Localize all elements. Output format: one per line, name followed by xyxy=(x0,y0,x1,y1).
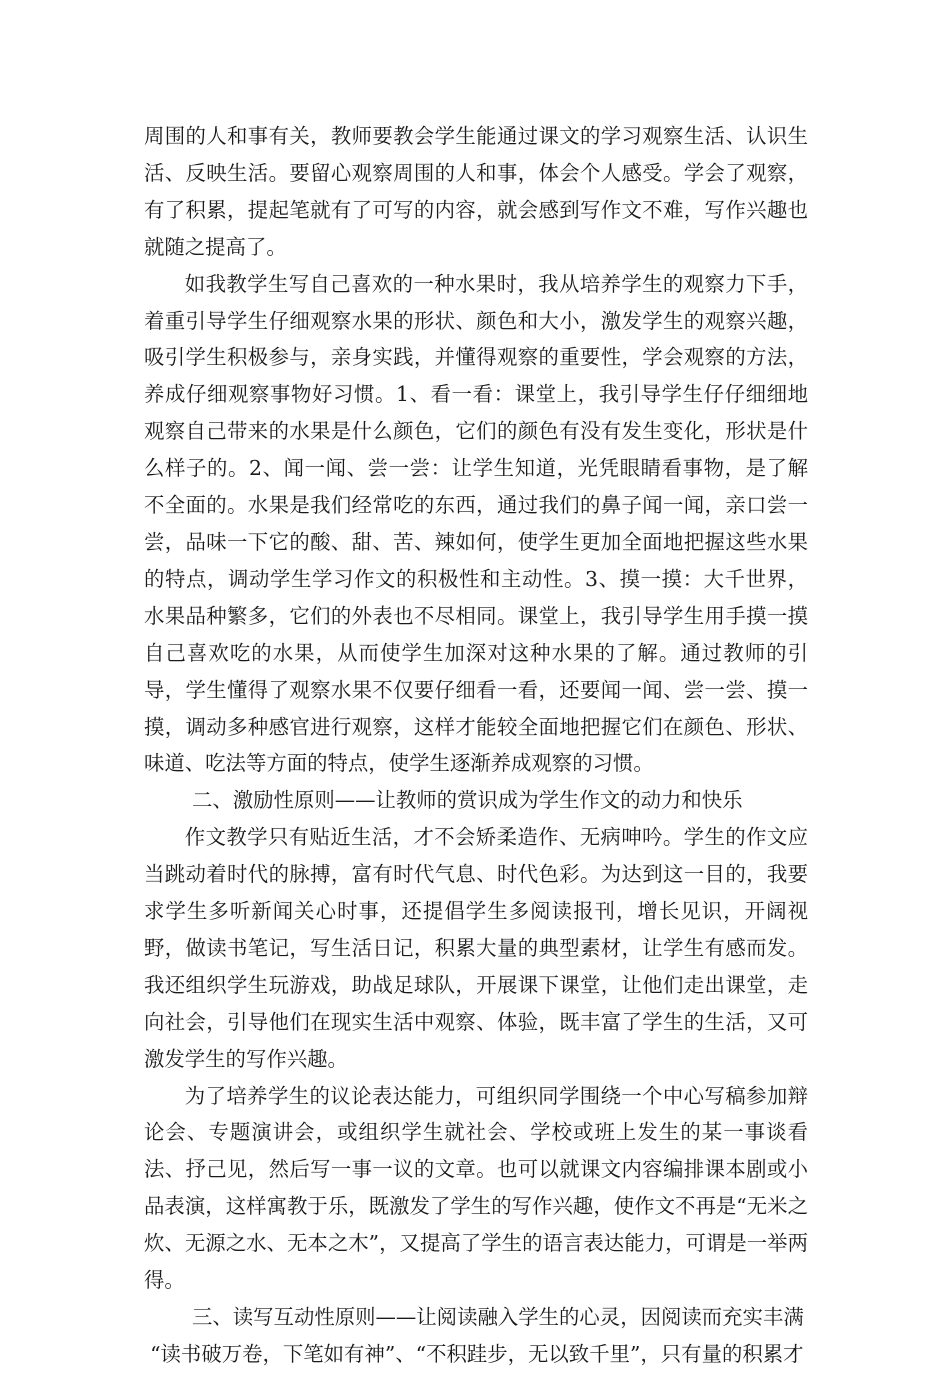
section-heading-reading-writing: 三、读写互动性原则——让阅读融入学生的心灵，因阅读而充实丰满 xyxy=(192,1305,804,1329)
paragraph-fruit-observation: 如我教学生写自己喜欢的一种水果时，我从培养学生的观察力下手，着重引导学生仔细观察水果的形状、颜色和大小，激发学生的观察兴趣，吸引学生积极参与，亲身实践，并懂得观察的重要性，学会观察的方法，养成仔细观察事物好习惯。1、看一看：课堂上，我引导学生仔仔细细地观察自己带来的水果是什么颜色，它们的颜色有没有发生变化，形状是什么样子的。2、闻一闻、尝一尝：让学生知道，光凭眼睛看事物，是了解不全面的。水果是我们经常吃的东西，通过我们的鼻子闻一闻，亲口尝一尝，品味一下它的酸、甜、苦、辣如何，使学生更加全面地把握这些水果的特点，调动学生学习作文的积极性和主动性。3、摸一摸：大千世界，水果品种繁多，它们的外表也不尽相同。课堂上，我引导学生用手摸一摸自己喜欢吃的水果，从而使学生加深对这种水果的了解。通过教师的引导，学生懂得了观察水果不仅要仔细看一看，还要闻一闻、尝一尝、摸一摸，调动多种感官进行观察，这样才能较全面地把握它们在颜色、形状、味道、吃法等方面的特点，使学生逐渐养成观察的习惯。 xyxy=(144,271,808,776)
section-heading-incentive: 二、激励性原则——让教师的赏识成为学生作文的动力和快乐 xyxy=(192,788,743,813)
paragraph-debate-expression: 为了培养学生的议论表达能力，可组织同学围绕一个中心写稿参加辩论会、专题演讲会，或组织学生就社会、学校或班上发生的某一事谈看法、抒己见，然后写一事一议的文章。也可以就课文内容编排课本剧或小品表演，这样寓教于乐，既激发了学生的写作兴趣，使作文不再是“无米之炊、无源之水、无本之木”，又提高了学生的语言表达能力，可谓是一举两得。 xyxy=(144,1083,808,1293)
paragraph-continuation: 周围的人和事有关，教师要教会学生能通过课文的学习观察生活、认识生活、反映生活。要留心观察周围的人和事，体会个人感受。学会了观察，有了积累，提起笔就有了可写的内容，就会感到写作文不难，写作兴趣也就随之提高了。 xyxy=(144,124,808,259)
paragraph-reading-quote: “读书破万卷，下笔如有神”、“不积跬步，无以致千里”，只有量的积累才 xyxy=(150,1341,804,1366)
paragraph-writing-life: 作文教学只有贴近生活，才不会矫柔造作、无病呻吟。学生的作文应当跳动着时代的脉搏，富有时代气息、时代色彩。为达到这一目的，我要求学生多听新闻关心时事，还提倡学生多阅读报刊，增长见识，开阔视野，做读书笔记，写生活日记，积累大量的典型素材，让学生有感而发。我还组织学生玩游戏，助战足球队，开展课下课堂，让他们走出课堂，走向社会，引导他们在现实生活中观察、体验，既丰富了学生的生活，又可激发学生的写作兴趣。 xyxy=(144,825,808,1071)
document-body xyxy=(144,118,808,1373)
